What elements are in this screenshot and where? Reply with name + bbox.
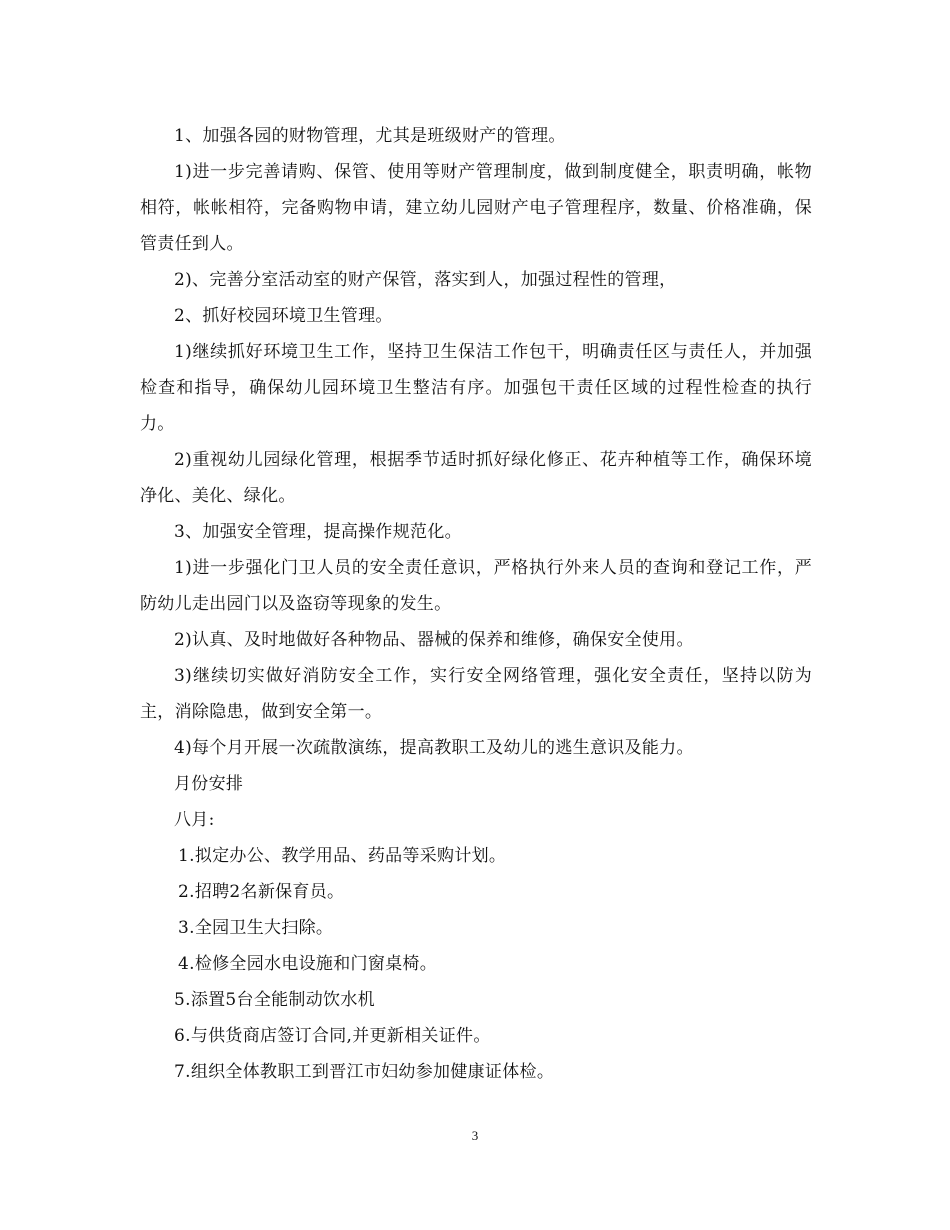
section-heading-environment: 2、抓好校园环境卫生管理。: [174, 306, 393, 326]
page-number: 3: [471, 1128, 479, 1143]
paragraph: 2)、完善分室活动室的财产保管，落实到人，加强过程性的管理，: [174, 270, 677, 290]
list-item: 4.检修全园水电设施和门窗桌椅。: [178, 954, 438, 974]
paragraph: 4)每个月开展一次疏散演练，提高教职工及幼儿的逃生意识及能力。: [174, 738, 694, 758]
month-heading: 八月:: [174, 810, 215, 830]
list-item: 2.招聘2名新保育员。: [178, 882, 345, 902]
paragraph: 1)进一步完善请购、保管、使用等财产管理制度，做到制度健全，职责明确，帐物相符，帐帐相符，完备购物申请，建立幼儿园财产电子管理程序，数量、价格准确，保管责任到人。: [140, 162, 812, 254]
section-heading-safety: 3、加强安全管理，提高操作规范化。: [174, 522, 462, 542]
paragraph: 2)重视幼儿园绿化管理，根据季节适时抓好绿化修正、花卉种植等工作，确保环境净化、美化、绿化。: [140, 450, 812, 506]
list-item: 6.与供货商店签订合同,并更新相关证件。: [174, 1026, 491, 1046]
section-heading-monthly: 月份安排: [174, 774, 244, 794]
list-item: 5.添置5台全能制动饮水机: [174, 990, 375, 1010]
list-item: 1.拟定办公、教学用品、药品等采购计划。: [178, 846, 507, 866]
document-body: [140, 118, 812, 1090]
list-item: 7.组织全体教职工到晋江市妇幼参加健康证体检。: [174, 1062, 555, 1082]
paragraph: 3)继续切实做好消防安全工作，实行安全网络管理，强化安全责任，坚持以防为主，消除隐患，做到安全第一。: [140, 666, 812, 722]
paragraph: 2)认真、及时地做好各种物品、器械的保养和维修，确保安全使用。: [174, 630, 694, 650]
list-item: 3.全园卫生大扫除。: [178, 918, 334, 938]
paragraph: 1)继续抓好环境卫生工作，坚持卫生保洁工作包干，明确责任区与责任人，并加强检查和指导，确保幼儿园环境卫生整洁有序。加强包干责任区域的过程性检查的执行力。: [140, 342, 812, 434]
section-heading-finance: 1、加强各园的财物管理，尤其是班级财产的管理。: [174, 126, 566, 146]
paragraph: 1)进一步强化门卫人员的安全责任意识，严格执行外来人员的查询和登记工作，严防幼儿走出园门以及盗窃等现象的发生。: [140, 558, 812, 614]
